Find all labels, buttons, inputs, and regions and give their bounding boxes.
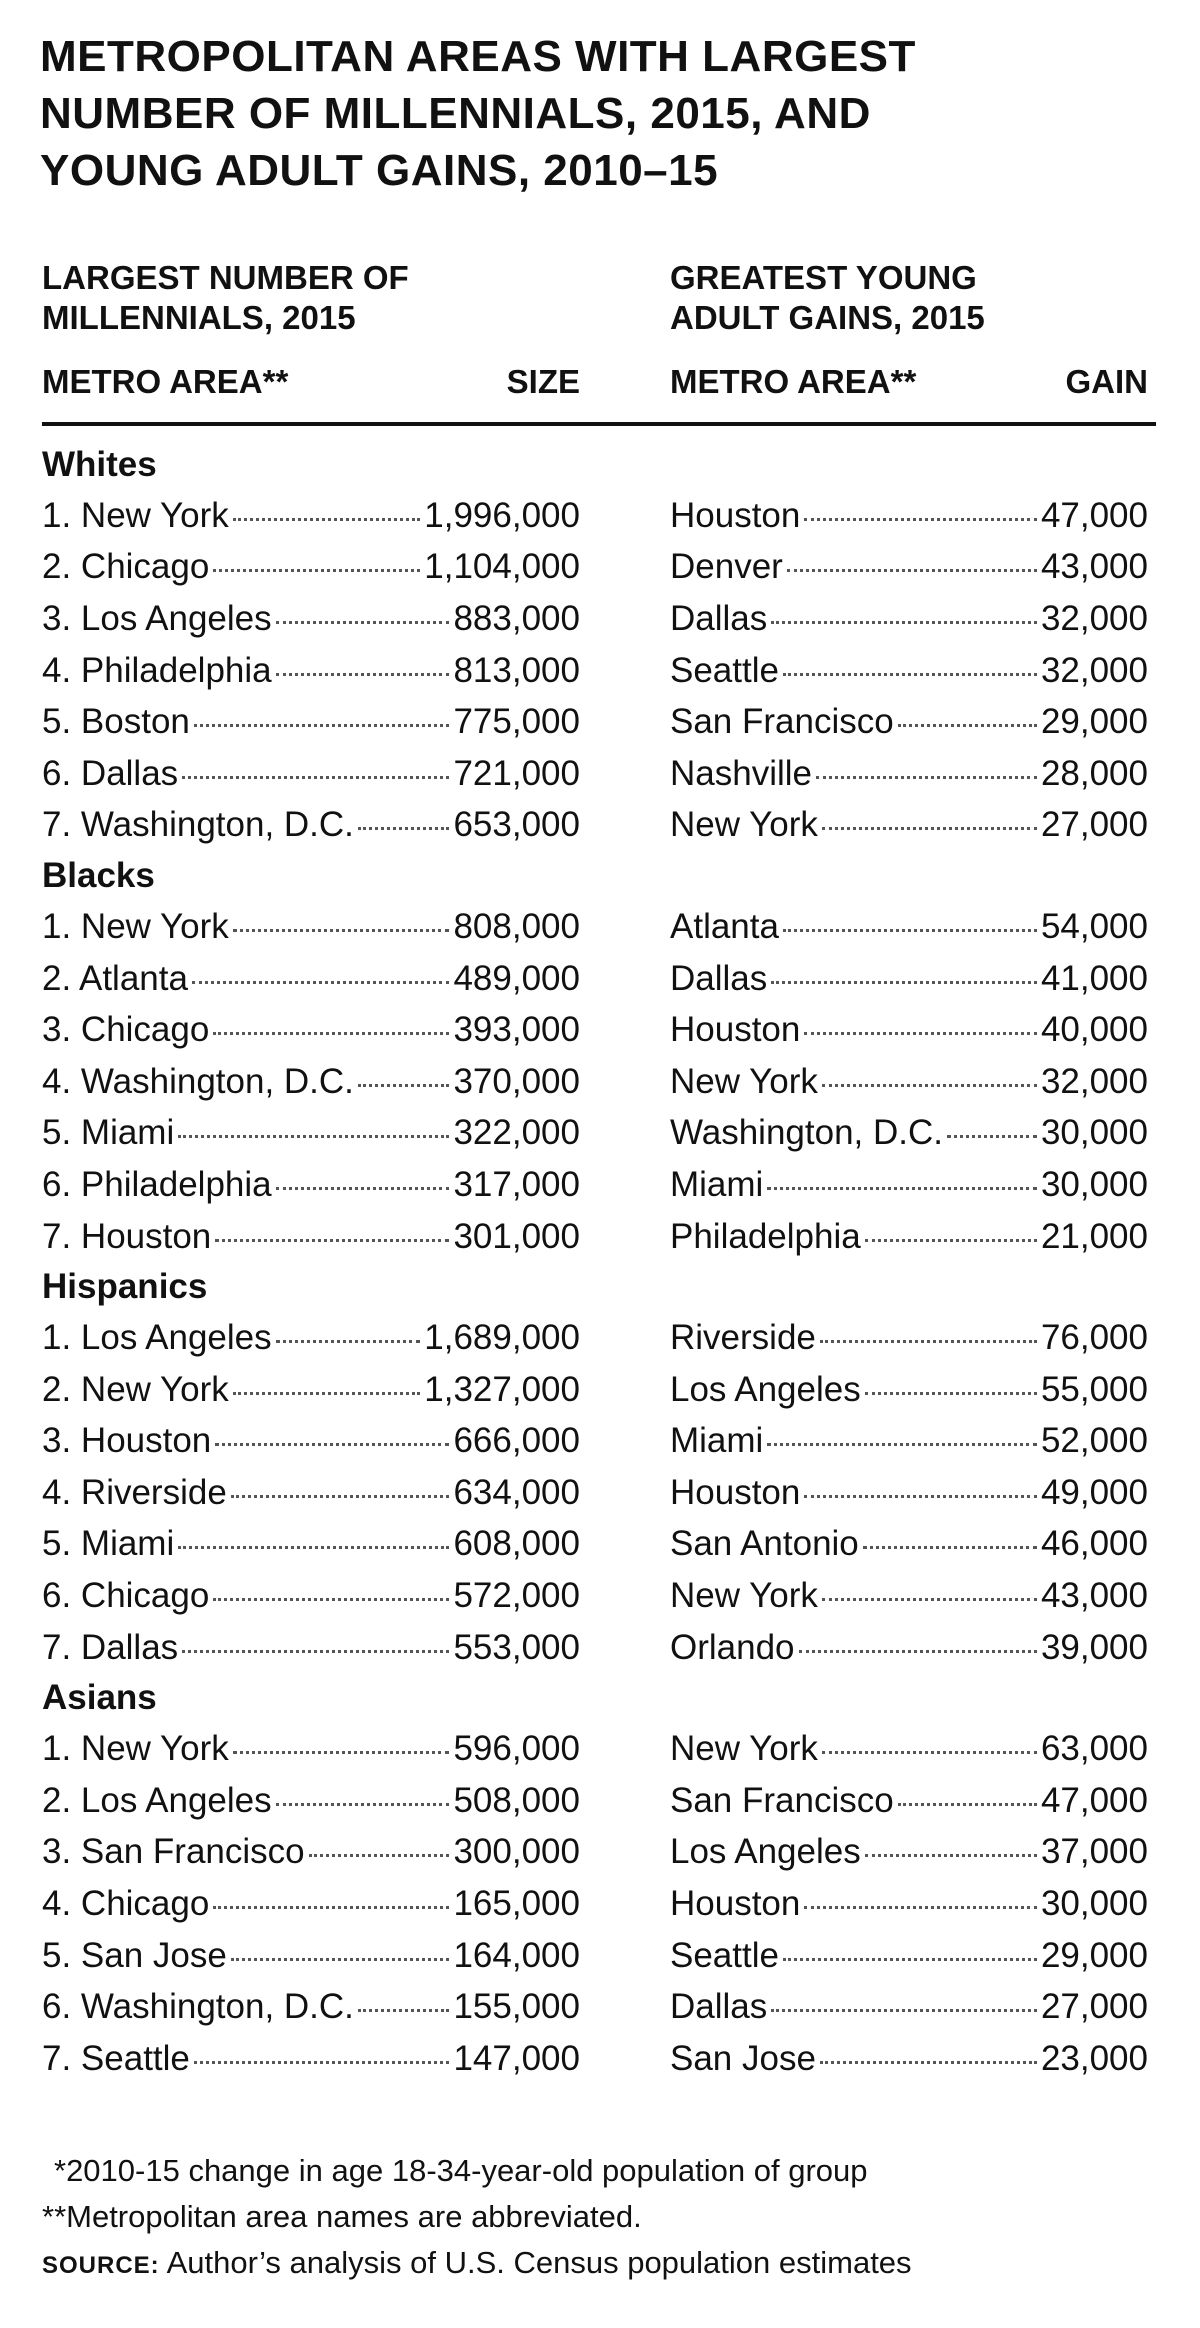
dot-leader	[816, 776, 1037, 779]
right-heading-line-1: GREATEST YOUNG	[670, 259, 977, 296]
size-entry	[42, 1217, 580, 1257]
table-row	[0, 1211, 1200, 1263]
group-section	[0, 851, 1200, 1262]
size-entry	[42, 651, 580, 691]
dot-leader	[233, 1392, 421, 1395]
dot-leader	[822, 1751, 1037, 1754]
right-column-heading	[670, 258, 985, 338]
dot-leader	[194, 2061, 450, 2064]
dot-leader	[213, 1032, 449, 1035]
gain-entry	[670, 496, 1148, 536]
metro-name: Nashville	[670, 753, 812, 793]
dot-leader	[863, 1546, 1037, 1549]
table-row	[0, 901, 1200, 953]
size-entry	[42, 1421, 580, 1461]
metro-name: 3. Los Angeles	[42, 598, 272, 638]
gain-header: GAIN	[1065, 363, 1148, 400]
gain-entry	[670, 1165, 1148, 1205]
size-value: 147,000	[453, 2038, 580, 2078]
dot-leader	[276, 1340, 421, 1343]
metro-name: Houston	[670, 1472, 801, 1512]
size-entry	[42, 1318, 580, 1358]
gain-value: 27,000	[1040, 805, 1148, 845]
source-text: Author’s analysis of U.S. Census population estimates	[166, 2245, 912, 2280]
table-row	[0, 1570, 1200, 1622]
group-section	[0, 1262, 1200, 1673]
gain-entry	[670, 1318, 1148, 1358]
dot-leader	[822, 1084, 1037, 1087]
gain-value: 43,000	[1040, 547, 1148, 587]
gain-value: 41,000	[1040, 958, 1148, 998]
dot-leader	[822, 827, 1037, 830]
size-value: 508,000	[453, 1780, 580, 1820]
size-header: SIZE	[506, 363, 580, 400]
size-value: 775,000	[453, 702, 580, 742]
gain-entry	[670, 1217, 1148, 1257]
size-value: 300,000	[453, 1832, 580, 1872]
metro-name: Miami	[670, 1421, 764, 1461]
gain-value: 32,000	[1040, 650, 1148, 690]
dot-leader	[820, 2061, 1037, 2064]
dot-leader	[767, 1187, 1037, 1190]
table-row	[0, 2033, 1200, 2085]
gain-entry	[670, 651, 1148, 691]
metro-name: New York	[670, 1576, 818, 1616]
gain-entry	[670, 1010, 1148, 1050]
table-row	[0, 1723, 1200, 1775]
size-value: 317,000	[453, 1164, 580, 1204]
metro-name: 2. Los Angeles	[42, 1780, 272, 1820]
size-value: 608,000	[453, 1524, 580, 1564]
metro-name: San Jose	[670, 2038, 816, 2078]
gain-value: 30,000	[1040, 1164, 1148, 1204]
metro-name: Atlanta	[670, 906, 779, 946]
dot-leader	[783, 673, 1037, 676]
size-value: 489,000	[453, 958, 580, 998]
dot-leader	[783, 1958, 1037, 1961]
gain-value: 55,000	[1040, 1369, 1148, 1409]
size-entry	[42, 1884, 580, 1924]
page-title	[40, 28, 1160, 199]
table-row	[0, 1827, 1200, 1879]
title-line-1: METROPOLITAN AREAS WITH LARGEST	[40, 32, 916, 81]
dot-leader	[358, 827, 450, 830]
size-entry	[42, 1165, 580, 1205]
gain-value: 23,000	[1040, 2038, 1148, 2078]
size-value: 1,996,000	[424, 495, 580, 535]
size-value: 572,000	[453, 1576, 580, 1616]
metro-name: 3. Chicago	[42, 1010, 210, 1050]
table-row	[0, 1364, 1200, 1416]
dot-leader	[804, 1906, 1037, 1909]
size-value: 301,000	[453, 1216, 580, 1256]
metro-name: San Francisco	[670, 702, 894, 742]
size-value: 666,000	[453, 1421, 580, 1461]
gain-value: 46,000	[1040, 1524, 1148, 1564]
dot-leader	[804, 1495, 1037, 1498]
table-row	[0, 1159, 1200, 1211]
dot-leader	[233, 518, 421, 521]
gain-value: 30,000	[1040, 1884, 1148, 1924]
size-value: 553,000	[453, 1627, 580, 1667]
size-value: 653,000	[453, 805, 580, 845]
right-subheader	[670, 362, 1148, 402]
dot-leader	[309, 1854, 450, 1857]
size-entry	[42, 1729, 580, 1769]
gain-entry	[670, 702, 1148, 742]
group-section	[0, 440, 1200, 851]
metro-name: 7. Washington, D.C.	[42, 805, 354, 845]
gain-entry	[670, 599, 1148, 639]
dot-leader	[787, 569, 1037, 572]
dot-leader	[771, 2009, 1037, 2012]
dot-leader	[231, 1958, 450, 1961]
metro-name: 7. Houston	[42, 1216, 212, 1256]
right-heading-line-2: ADULT GAINS, 2015	[670, 299, 985, 336]
size-value: 634,000	[453, 1472, 580, 1512]
gain-value: 37,000	[1040, 1832, 1148, 1872]
metro-name: 7. Dallas	[42, 1627, 179, 1667]
metro-name: San Francisco	[670, 1780, 894, 1820]
gain-entry	[670, 959, 1148, 999]
metro-name: 5. Boston	[42, 702, 190, 742]
size-entry	[42, 1370, 580, 1410]
dot-leader	[182, 776, 449, 779]
metro-name: Houston	[670, 1010, 801, 1050]
metro-name: Houston	[670, 495, 801, 535]
size-entry	[42, 1628, 580, 1668]
metro-name: 4. Philadelphia	[42, 650, 272, 690]
gain-entry	[670, 1062, 1148, 1102]
size-entry	[42, 1987, 580, 2027]
gain-entry	[670, 1936, 1148, 1976]
metro-name: Orlando	[670, 1627, 795, 1667]
size-value: 721,000	[453, 753, 580, 793]
footnote-metro: **Metropolitan area names are abbreviated.	[42, 2199, 642, 2234]
left-column-heading	[42, 258, 409, 338]
metro-name: 6. Washington, D.C.	[42, 1987, 354, 2027]
size-value: 813,000	[453, 650, 580, 690]
gain-value: 76,000	[1040, 1318, 1148, 1358]
gain-value: 40,000	[1040, 1010, 1148, 1050]
size-value: 883,000	[453, 598, 580, 638]
left-metro-area-header: METRO AREA**	[42, 363, 289, 400]
table-row	[0, 1004, 1200, 1056]
size-value: 393,000	[453, 1010, 580, 1050]
size-entry	[42, 496, 580, 536]
gain-entry	[670, 1884, 1148, 1924]
dot-leader	[192, 981, 450, 984]
gain-entry	[670, 547, 1148, 587]
size-value: 322,000	[453, 1113, 580, 1153]
size-value: 1,104,000	[424, 547, 580, 587]
metro-name: 1. New York	[42, 495, 229, 535]
metro-name: 7. Seattle	[42, 2038, 190, 2078]
size-entry	[42, 959, 580, 999]
left-heading-line-1: LARGEST NUMBER OF	[42, 259, 409, 296]
size-entry	[42, 754, 580, 794]
title-line-2: NUMBER OF MILLENNIALS, 2015, AND	[40, 89, 871, 138]
gain-value: 54,000	[1040, 906, 1148, 946]
table-row	[0, 1312, 1200, 1364]
gain-value: 27,000	[1040, 1987, 1148, 2027]
table-row	[0, 800, 1200, 852]
gain-entry	[670, 1370, 1148, 1410]
dot-leader	[213, 1906, 449, 1909]
data-table	[0, 440, 1200, 2085]
metro-name: New York	[670, 1729, 818, 1769]
dot-leader	[358, 2009, 450, 2012]
group-title: Blacks	[42, 856, 155, 896]
size-entry	[42, 702, 580, 742]
metro-name: 6. Philadelphia	[42, 1164, 272, 1204]
size-value: 165,000	[453, 1884, 580, 1924]
metro-name: 3. San Francisco	[42, 1832, 305, 1872]
dot-leader	[182, 1650, 449, 1653]
metro-name: 2. Atlanta	[42, 958, 188, 998]
gain-value: 39,000	[1040, 1627, 1148, 1667]
size-value: 808,000	[453, 906, 580, 946]
dot-leader	[865, 1392, 1037, 1395]
dot-leader	[178, 1135, 449, 1138]
size-entry	[42, 907, 580, 947]
gain-entry	[670, 1987, 1148, 2027]
metro-name: 5. San Jose	[42, 1935, 227, 1975]
metro-name: Dallas	[670, 598, 768, 638]
metro-name: Los Angeles	[670, 1832, 861, 1872]
table-row	[0, 1108, 1200, 1160]
size-entry	[42, 1832, 580, 1872]
size-entry	[42, 805, 580, 845]
table-row	[0, 1775, 1200, 1827]
metro-name: 6. Dallas	[42, 753, 179, 793]
gain-entry	[670, 1576, 1148, 1616]
dot-leader	[947, 1135, 1037, 1138]
header-rule	[42, 422, 1156, 426]
metro-name: San Antonio	[670, 1524, 859, 1564]
metro-name: Dallas	[670, 958, 768, 998]
size-value: 155,000	[453, 1987, 580, 2027]
dot-leader	[213, 1598, 449, 1601]
dot-leader	[215, 1443, 449, 1446]
size-entry	[42, 1576, 580, 1616]
table-row	[0, 696, 1200, 748]
metro-name: 2. New York	[42, 1369, 229, 1409]
size-entry	[42, 2039, 580, 2079]
metro-name: 5. Miami	[42, 1113, 175, 1153]
metro-name: New York	[670, 1061, 818, 1101]
left-subheader	[42, 362, 580, 402]
dot-leader	[213, 569, 420, 572]
gain-entry	[670, 1473, 1148, 1513]
left-heading-line-2: MILLENNIALS, 2015	[42, 299, 356, 336]
metro-name: 5. Miami	[42, 1524, 175, 1564]
size-value: 164,000	[453, 1935, 580, 1975]
table-row	[0, 1056, 1200, 1108]
table-row	[0, 490, 1200, 542]
dot-leader	[178, 1546, 449, 1549]
dot-leader	[233, 1751, 450, 1754]
metro-name: 1. New York	[42, 906, 229, 946]
dot-leader	[231, 1495, 450, 1498]
table-row	[0, 1416, 1200, 1468]
group-title: Asians	[42, 1678, 157, 1718]
gain-entry	[670, 1113, 1148, 1153]
metro-name: Miami	[670, 1164, 764, 1204]
table-row	[0, 1930, 1200, 1982]
dot-leader	[771, 621, 1037, 624]
dot-leader	[804, 518, 1037, 521]
metro-name: 6. Chicago	[42, 1576, 210, 1616]
size-value: 370,000	[453, 1061, 580, 1101]
size-entry	[42, 1062, 580, 1102]
dot-leader	[276, 1187, 450, 1190]
gain-entry	[670, 1421, 1148, 1461]
metro-name: Philadelphia	[670, 1216, 861, 1256]
size-entry	[42, 1781, 580, 1821]
size-entry	[42, 1473, 580, 1513]
source-line	[42, 2240, 912, 2289]
gain-entry	[670, 754, 1148, 794]
table-row	[0, 1878, 1200, 1930]
gain-value: 47,000	[1040, 495, 1148, 535]
gain-value: 47,000	[1040, 1780, 1148, 1820]
gain-value: 29,000	[1040, 702, 1148, 742]
metro-name: 4. Riverside	[42, 1472, 227, 1512]
dot-leader	[865, 1854, 1037, 1857]
group-title: Hispanics	[42, 1267, 208, 1307]
metro-name: Riverside	[670, 1318, 816, 1358]
footnote-gain: *2010-15 change in age 18-34-year-old population of group	[54, 2153, 868, 2188]
gain-value: 43,000	[1040, 1576, 1148, 1616]
gain-value: 30,000	[1040, 1113, 1148, 1153]
group-section	[0, 1673, 1200, 2084]
dot-leader	[767, 1443, 1037, 1446]
metro-name: 1. New York	[42, 1729, 229, 1769]
gain-value: 32,000	[1040, 598, 1148, 638]
gain-value: 32,000	[1040, 1061, 1148, 1101]
dot-leader	[276, 621, 450, 624]
metro-name: 4. Chicago	[42, 1884, 210, 1924]
dot-leader	[276, 1803, 450, 1806]
size-entry	[42, 547, 580, 587]
size-entry	[42, 1113, 580, 1153]
gain-entry	[670, 907, 1148, 947]
metro-name: 3. Houston	[42, 1421, 212, 1461]
gain-value: 52,000	[1040, 1421, 1148, 1461]
footnotes	[42, 2148, 912, 2289]
gain-value: 49,000	[1040, 1472, 1148, 1512]
dot-leader	[358, 1084, 450, 1087]
dot-leader	[822, 1598, 1037, 1601]
metro-name: Seattle	[670, 1935, 779, 1975]
table-row	[0, 1519, 1200, 1571]
metro-name: Dallas	[670, 1987, 768, 2027]
right-metro-area-header: METRO AREA**	[670, 363, 917, 400]
gain-value: 28,000	[1040, 753, 1148, 793]
table-row	[0, 1622, 1200, 1674]
dot-leader	[820, 1340, 1037, 1343]
dot-leader	[898, 724, 1037, 727]
gain-entry	[670, 2039, 1148, 2079]
dot-leader	[865, 1239, 1037, 1242]
table-row	[0, 1467, 1200, 1519]
group-title: Whites	[42, 445, 157, 484]
title-line-3: YOUNG ADULT GAINS, 2010–15	[40, 146, 719, 195]
gain-value: 21,000	[1040, 1216, 1148, 1256]
table-row	[0, 542, 1200, 594]
metro-name: Seattle	[670, 650, 779, 690]
size-value: 1,689,000	[424, 1318, 580, 1358]
size-entry	[42, 599, 580, 639]
dot-leader	[804, 1032, 1037, 1035]
table-row	[0, 645, 1200, 697]
metro-name: New York	[670, 805, 818, 845]
size-entry	[42, 1524, 580, 1564]
gain-entry	[670, 805, 1148, 845]
source-label: SOURCE:	[42, 2252, 160, 2279]
gain-entry	[670, 1628, 1148, 1668]
table-row	[0, 593, 1200, 645]
metro-name: 1. Los Angeles	[42, 1318, 272, 1358]
gain-entry	[670, 1524, 1148, 1564]
size-entry	[42, 1936, 580, 1976]
dot-leader	[215, 1239, 449, 1242]
dot-leader	[783, 929, 1037, 932]
dot-leader	[898, 1803, 1037, 1806]
table-row	[0, 1981, 1200, 2033]
size-value: 1,327,000	[424, 1369, 580, 1409]
gain-entry	[670, 1832, 1148, 1872]
gain-value: 63,000	[1040, 1729, 1148, 1769]
size-value: 596,000	[453, 1729, 580, 1769]
metro-name: Denver	[670, 547, 783, 587]
gain-entry	[670, 1781, 1148, 1821]
metro-name: 4. Washington, D.C.	[42, 1061, 354, 1101]
metro-name: Washington, D.C.	[670, 1113, 943, 1153]
table-row	[0, 748, 1200, 800]
metro-name: 2. Chicago	[42, 547, 210, 587]
dot-leader	[276, 673, 450, 676]
gain-entry	[670, 1729, 1148, 1769]
dot-leader	[194, 724, 450, 727]
metro-name: Houston	[670, 1884, 801, 1924]
table-row	[0, 953, 1200, 1005]
metro-name: Los Angeles	[670, 1369, 861, 1409]
size-entry	[42, 1010, 580, 1050]
dot-leader	[799, 1650, 1037, 1653]
gain-value: 29,000	[1040, 1935, 1148, 1975]
dot-leader	[233, 929, 450, 932]
dot-leader	[771, 981, 1037, 984]
